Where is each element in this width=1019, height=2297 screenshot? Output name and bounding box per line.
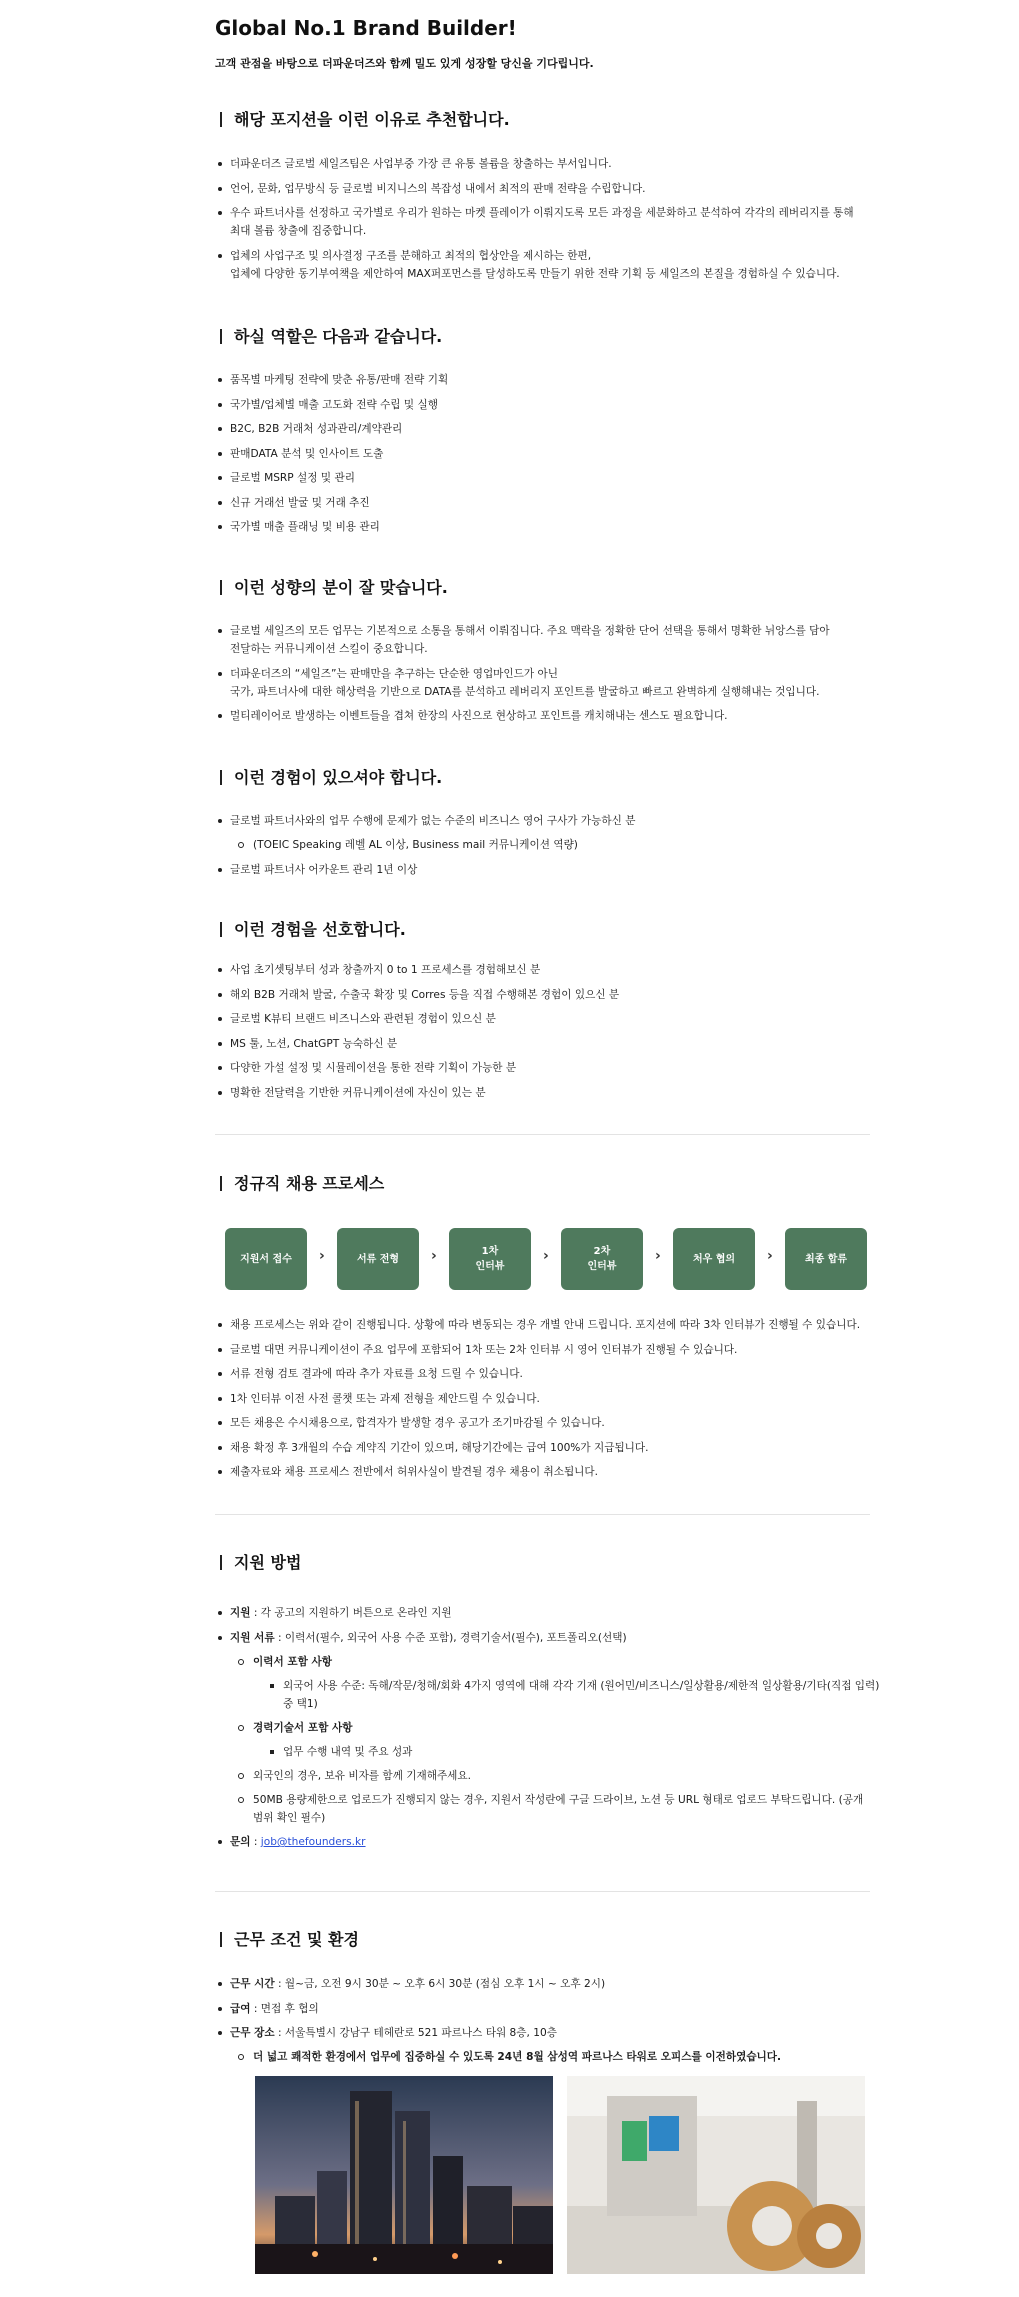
list-item: 글로벌 대면 커뮤니케이션이 주요 업무에 포함되어 1차 또는 2차 인터뷰 시 영어 인터뷰가 진행될 수 있습니다. xyxy=(215,1341,870,1359)
list-item: 글로벌 파트너사와의 업무 수행에 문제가 없는 수준의 비즈니스 영어 구사가 가능하신 분 (TOEIC Speaking 레벨 AL 이상, Business mail 커뮤니케이션 역량) xyxy=(215,812,870,854)
office-lobby-photo xyxy=(567,2076,865,2274)
office-building-photo xyxy=(255,2076,553,2274)
list-item: 품목별 마케팅 전략에 맞춘 유통/판매 전략 기획 xyxy=(215,371,870,389)
list-item: 지원 서류 : 이력서(필수, 외국어 사용 수준 포함), 경력기술서(필수), 포트폴리오(선택) 이력서 포함 사항 외국어 사용 수준: 독해/작문/청해/회화 4가지 영역에 대해 각각 기재 (원어민/비즈니스/일상활용/제한적 일상활용/기타(직접 입력) 중 택1) 경력기술서 포함 사항 업무 수행 내역 및 주요 성과 외국인의 경우, 보유 비자를 함께 기재해주세요. 50MB 용량제한으로 업로드가 진행되지 않는 경우, 지원서 작성란에 구글 드라이브, 노션 등 URL 형태로 업로드 부탁드립니다. (공개 범위 확인 필수) xyxy=(215,1629,870,1827)
heading-bar xyxy=(220,112,222,127)
preferred-list xyxy=(215,961,870,1108)
apply-list xyxy=(215,1604,880,1858)
sub-sub-list-item: 외국어 사용 수준: 독해/작문/청해/회화 4가지 영역에 대해 각각 기재 (원어민/비즈니스/일상활용/제한적 일상활용/기타(직접 입력) 중 택1) xyxy=(253,1677,870,1713)
list-item: 더파운더즈 글로벌 세일즈팀은 사업부중 가장 큰 유통 볼륨을 창출하는 부서입니다. xyxy=(215,155,870,173)
list-item: 글로벌 세일즈의 모든 업무는 기본적으로 소통을 통해서 이뤄집니다. 주요 맥락을 정확한 단어 선택을 통해서 명확한 뉘앙스를 담아 전달하는 커뮤니케이션 스킬이 중요합니다. xyxy=(215,622,870,658)
sub-list-item: 이력서 포함 사항 외국어 사용 수준: 독해/작문/청해/회화 4가지 영역에 대해 각각 기재 (원어민/비즈니스/일상활용/제한적 일상활용/기타(직접 입력) 중 택1) xyxy=(230,1653,870,1713)
list-item: 1차 인터뷰 이전 사전 콜챗 또는 과제 전형을 제안드릴 수 있습니다. xyxy=(215,1390,870,1408)
process-flow xyxy=(225,1228,865,1290)
section-heading-required: 이런 경험이 있으셔야 합니다. xyxy=(220,768,442,788)
list-item: 다양한 가설 설정 및 시뮬레이션을 통한 전략 기획이 가능한 분 xyxy=(215,1059,870,1077)
list-item: 채용 프로세스는 위와 같이 진행됩니다. 상황에 따라 변동되는 경우 개별 안내 드립니다. 포지션에 따라 3차 인터뷰가 진행될 수 있습니다. xyxy=(215,1316,870,1334)
list-item: 업체의 사업구조 및 의사결정 구조를 분해하고 최적의 협상안을 제시하는 한편, 업체에 다양한 동기부여책을 제안하여 MAX퍼포먼스를 달성하도록 만들기 위한 전략 기획 등 세일즈의 본질을 경험하실 수 있습니다. xyxy=(215,247,870,283)
section-heading-conditions: 근무 조건 및 환경 xyxy=(220,1930,359,1950)
list-item: 지원 : 각 공고의 지원하기 버튼으로 온라인 지원 xyxy=(215,1604,870,1622)
list-item: 채용 확정 후 3개월의 수습 계약직 기간이 있으며, 해당기간에는 급여 100%가 지급됩니다. xyxy=(215,1439,870,1457)
process-step: 서류 전형 xyxy=(337,1228,419,1290)
hero-title: Global No.1 Brand Builder! xyxy=(215,16,517,40)
chevron-right-icon: › xyxy=(655,1248,661,1264)
list-item: 글로벌 파트너사 어카운트 관리 1년 이상 xyxy=(215,861,870,879)
divider xyxy=(215,1134,870,1135)
chevron-right-icon: › xyxy=(767,1248,773,1264)
sub-list-item: (TOEIC Speaking 레벨 AL 이상, Business mail 커뮤니케이션 역량) xyxy=(230,836,870,854)
list-item: 문의 : job@thefounders.kr xyxy=(215,1833,870,1851)
hero-subtitle: 고객 관점을 바탕으로 더파운더즈와 함께 밀도 있게 성장할 당신을 기다립니다. xyxy=(215,57,594,70)
list-item: 국가별 매출 플래닝 및 비용 관리 xyxy=(215,518,870,536)
divider xyxy=(215,1891,870,1892)
chevron-right-icon: › xyxy=(431,1248,437,1264)
list-item: 급여 : 면접 후 협의 xyxy=(215,2000,870,2018)
list-item: 글로벌 MSRP 설정 및 관리 xyxy=(215,469,870,487)
list-item: 해외 B2B 거래처 발굴, 수출국 확장 및 Corres 등을 직접 수행해본 경험이 있으신 분 xyxy=(215,986,870,1004)
list-item: 우수 파트너사를 선정하고 국가별로 우리가 원하는 마켓 플레이가 이뤄지도록 모든 과정을 세분화하고 분석하여 각각의 레버리지를 통해 최대 볼륨 창출에 집중합니다. xyxy=(215,204,870,240)
list-item: 서류 전형 검토 결과에 따라 추가 자료를 요청 드릴 수 있습니다. xyxy=(215,1365,870,1383)
list-item: 멀티레이어로 발생하는 이벤트들을 겹쳐 한장의 사진으로 현상하고 포인트를 캐치해내는 센스도 필요합니다. xyxy=(215,707,870,725)
process-step: 처우 협의 xyxy=(673,1228,755,1290)
process-step: 지원서 접수 xyxy=(225,1228,307,1290)
contact-email-link[interactable]: job@thefounders.kr xyxy=(260,1836,366,1848)
process-notes xyxy=(215,1316,870,1488)
process-step: 2차 인터뷰 xyxy=(561,1228,643,1290)
reasons-list xyxy=(215,155,870,289)
list-item: 근무 시간 : 월~금, 오전 9시 30분 ~ 오후 6시 30분 (점심 오후 1시 ~ 오후 2시) xyxy=(215,1975,870,1993)
sub-list-item: 더 넓고 쾌적한 환경에서 업무에 집중하실 수 있도록 24년 8월 삼성역 파르나스 타워로 오피스를 이전하였습니다. xyxy=(230,2048,870,2066)
divider xyxy=(215,1514,870,1515)
process-step: 1차 인터뷰 xyxy=(449,1228,531,1290)
list-item: 근무 장소 : 서울특별시 강남구 테헤란로 521 파르나스 타워 8층, 10층 더 넓고 쾌적한 환경에서 업무에 집중하실 수 있도록 24년 8월 삼성역 파르나스 타워로 오피스를 이전하였습니다. xyxy=(215,2024,870,2066)
list-item: 신규 거래선 발굴 및 거래 추진 xyxy=(215,494,870,512)
roles-list xyxy=(215,371,870,543)
section-heading-fit: 이런 성향의 분이 잘 맞습니다. xyxy=(220,578,448,598)
section-heading-roles: 하실 역할은 다음과 같습니다. xyxy=(220,327,442,347)
sub-sub-list-item: 업무 수행 내역 및 주요 성과 xyxy=(253,1743,870,1761)
list-item: 국가별/업체별 매출 고도화 전략 수립 및 실행 xyxy=(215,396,870,414)
section-heading-reasons: 해당 포지션을 이런 이유로 추천합니다. xyxy=(220,110,510,130)
process-step: 최종 합류 xyxy=(785,1228,867,1290)
list-item: 글로벌 K뷰티 브랜드 비즈니스와 관련된 경험이 있으신 분 xyxy=(215,1010,870,1028)
list-item: 명확한 전달력을 기반한 커뮤니케이션에 자신이 있는 분 xyxy=(215,1084,870,1102)
sub-list-item: 외국인의 경우, 보유 비자를 함께 기재해주세요. xyxy=(230,1767,870,1785)
required-list xyxy=(215,812,870,885)
sub-list-item: 50MB 용량제한으로 업로드가 진행되지 않는 경우, 지원서 작성란에 구글 드라이브, 노션 등 URL 형태로 업로드 부탁드립니다. (공개 범위 확인 필수) xyxy=(230,1791,870,1827)
section-heading-preferred: 이런 경험을 선호합니다. xyxy=(220,920,406,940)
chevron-right-icon: › xyxy=(543,1248,549,1264)
chevron-right-icon: › xyxy=(319,1248,325,1264)
section-heading-apply: 지원 방법 xyxy=(220,1553,301,1573)
list-item: 판매DATA 분석 및 인사이트 도출 xyxy=(215,445,870,463)
list-item: B2C, B2B 거래처 성과관리/계약관리 xyxy=(215,420,870,438)
list-item: MS 툴, 노션, ChatGPT 능숙하신 분 xyxy=(215,1035,870,1053)
fit-list xyxy=(215,622,870,732)
section-heading-process: 정규직 채용 프로세스 xyxy=(220,1174,384,1194)
list-item: 모든 채용은 수시채용으로, 합격자가 발생할 경우 공고가 조기마감될 수 있습니다. xyxy=(215,1414,870,1432)
list-item: 제출자료와 채용 프로세스 전반에서 허위사실이 발견될 경우 채용이 취소됩니다. xyxy=(215,1463,870,1481)
sub-list-item: 경력기술서 포함 사항 업무 수행 내역 및 주요 성과 xyxy=(230,1719,870,1761)
list-item: 언어, 문화, 업무방식 등 글로벌 비지니스의 복잡성 내에서 최적의 판매 전략을 수립합니다. xyxy=(215,180,870,198)
conditions-list xyxy=(215,1975,870,2073)
list-item: 사업 초기셋팅부터 성과 창출까지 0 to 1 프로세스를 경험해보신 분 xyxy=(215,961,870,979)
list-item: 더파운더즈의 “세일즈”는 판매만을 추구하는 단순한 영업마인드가 아닌 국가, 파트너사에 대한 해상력을 기반으로 DATA를 분석하고 레버리지 포인트를 발굴하고 빠르고 완벽하게 실행해내는 것입니다. xyxy=(215,665,870,701)
